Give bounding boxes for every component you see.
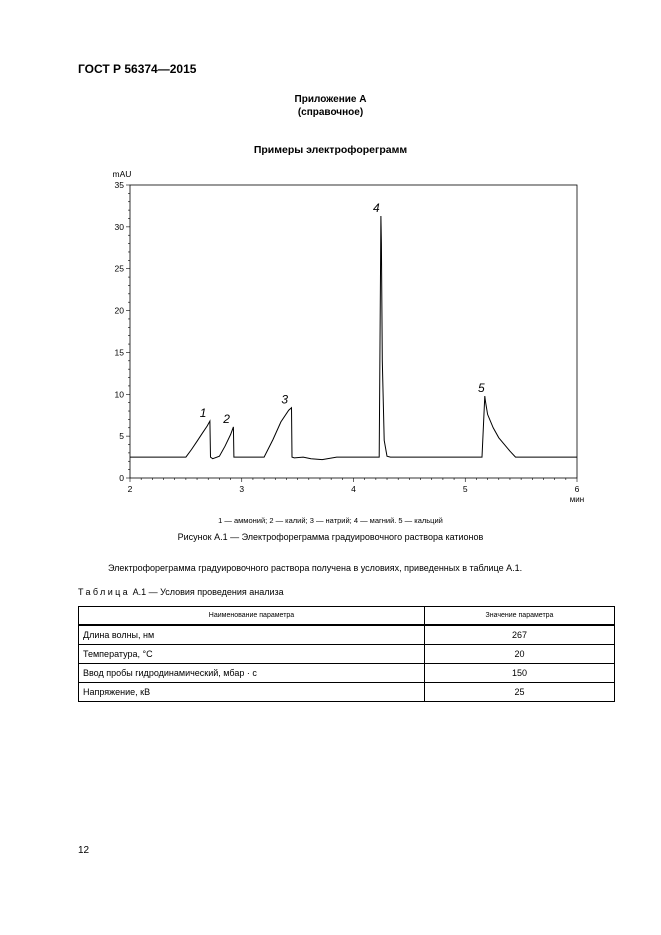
x-tick-label: 2 [127,484,133,494]
x-axis-label: мин [569,495,585,504]
body-paragraph: Электрофореграмма градуировочного раствора получена в условиях, приведенных в таблице А.1. [108,563,523,573]
figure-legend: 1 — аммоний; 2 — калий; 3 — натрий; 4 — магний. 5 — кальций [218,516,443,525]
y-tick-label: 35 [114,180,124,190]
figure-caption: Рисунок А.1 — Электрофореграмма градуировочного раствора катионов [177,532,484,542]
appendix-heading [0,93,661,119]
table-cell-parameter: Напряжение, кВ [79,683,425,702]
appendix-title: Приложение А [294,94,367,105]
table-header-value: Значение параметра [425,607,615,626]
section-title: Примеры электрофореграмм [253,144,408,156]
table-cell-value: 20 [425,645,615,664]
table-caption-text: А.1 — Условия проведения анализа [132,587,284,597]
y-tick-label: 10 [114,389,124,400]
electropherogram-trace [130,216,577,460]
electropherogram-chart [80,162,600,507]
x-tick-label: 4 [351,484,356,494]
peak-label: 5 [478,380,485,395]
peak-label: 3 [281,392,289,407]
conditions-table [78,606,615,702]
page-number: 12 [78,845,90,856]
x-tick-label: 5 [462,484,468,494]
table-header-parameter: Наименование параметра [79,607,425,626]
document-header: ГОСТ Р 56374—2015 [78,62,197,76]
y-tick-label: 15 [114,347,124,358]
y-tick-label: 20 [114,305,124,316]
y-tick-label: 5 [119,431,124,442]
peak-label: 1 [199,406,207,421]
peak-label: 2 [223,411,230,426]
table-cell-parameter: Ввод пробы гидродинамический, мбар · с [79,664,425,683]
table-header-row [79,607,615,626]
table-caption [78,587,284,597]
y-axis-label: mAU [112,169,132,179]
peak-label: 4 [372,200,380,215]
appendix-subtitle: (справочное) [297,107,364,118]
table-cell-parameter: Температура, °С [79,645,425,664]
x-tick-label: 3 [239,484,245,494]
table-row [79,625,615,645]
table-cell-value: 25 [425,683,615,702]
table-row [79,664,615,683]
table-caption-label: Таблица [78,587,131,597]
x-tick-label: 6 [574,484,580,494]
y-tick-label: 0 [119,473,124,483]
plot-frame [130,185,577,478]
table-cell-value: 267 [425,625,615,645]
table-row [79,645,615,664]
table-row [79,683,615,702]
y-tick-label: 25 [114,263,124,274]
y-tick-label: 30 [114,221,124,232]
table-cell-parameter: Длина волны, нм [79,625,425,645]
table-cell-value: 150 [425,664,615,683]
